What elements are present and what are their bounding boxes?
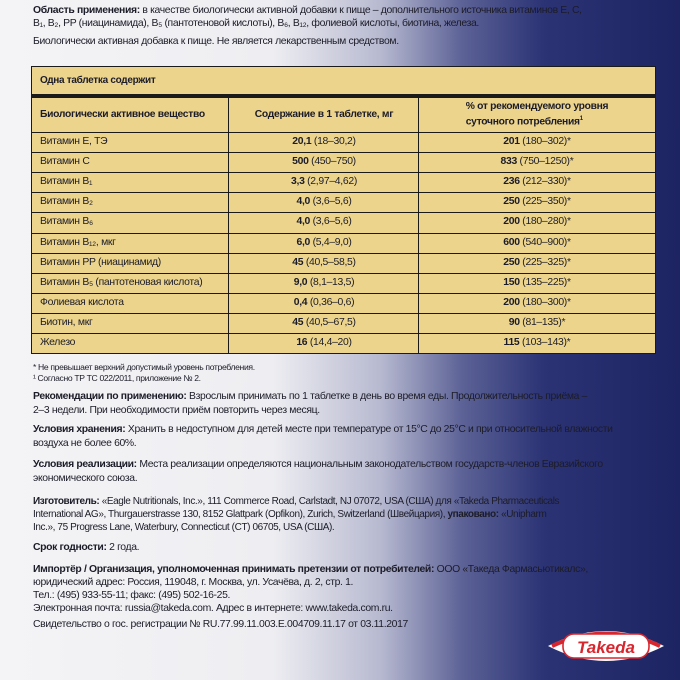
- percent-value: 115: [503, 337, 520, 348]
- substance-name: Биотин, мкг: [40, 316, 93, 328]
- amount-cell: [229, 317, 419, 328]
- percent-cell: [419, 136, 655, 147]
- amount-range: (5,4–9,0): [310, 236, 352, 248]
- packer-name: «Unipharm: [498, 509, 547, 520]
- percent-value: 200: [503, 296, 520, 308]
- amount-range: (2,97–4,62): [304, 176, 357, 188]
- amount-range: (450–750): [308, 156, 356, 168]
- usage-text-1: Взрослым принимать по 1 таблетке в день во время еды. Продолжительность приёма –: [186, 391, 588, 402]
- table-row: [32, 172, 655, 191]
- percent-range: (180–300)*: [519, 296, 571, 308]
- substance-name: Витамин PP (ниацинамид): [40, 256, 161, 268]
- sales-line-1: [33, 458, 603, 471]
- sales-text-1: Места реализации определяются национальным законодательством государств-членов Евразийского: [136, 459, 603, 470]
- percent-range: (212–330)*: [519, 176, 571, 188]
- amount-value: 45: [292, 316, 304, 328]
- importer-contacts: Электронная почта: russia@takeda.com. Адрес в интернете: www.takeda.com.ru.: [33, 603, 393, 614]
- percent-range: (750–1250)*: [516, 156, 574, 168]
- header-footnote-mark: 1: [579, 116, 583, 123]
- table-caption: Одна таблетка содержит: [40, 75, 156, 86]
- packed-label: упаковано:: [447, 509, 499, 520]
- shelf-label: Срок годности:: [33, 542, 107, 553]
- percent-cell: [419, 317, 655, 328]
- percent-cell: [419, 297, 655, 308]
- table-row: [32, 132, 655, 151]
- intro-line-2: B₁, B₂, PP (ниацинамида), B₅ (пантотеновой кислоты), B₆, B₁₂, фолиевой кислоты, биотина, железа.: [33, 18, 479, 29]
- amount-range: (18–30,2): [311, 136, 356, 147]
- percent-value: 250: [503, 196, 520, 208]
- table-row: [32, 273, 655, 292]
- amount-range: (40,5–58,5): [303, 256, 356, 268]
- takeda-logo: [544, 622, 668, 668]
- table-row: [32, 192, 655, 211]
- table-row: [32, 313, 655, 332]
- intro-label: Область применения:: [33, 5, 140, 16]
- amount-cell: [229, 176, 419, 187]
- header-percent-line-2: суточного потребления: [465, 116, 580, 128]
- amount-value: 20,1: [292, 136, 312, 147]
- percent-cell: [419, 176, 655, 187]
- header-percent: [419, 98, 655, 132]
- footnote-star: * Не превышает верхний допустимый уровень потребления.: [33, 362, 255, 372]
- header-amount: Содержание в 1 таблетке, мг: [254, 109, 394, 120]
- substance-name: Витамин B₅ (пантотеновая кислота): [40, 276, 203, 288]
- amount-range: (14,4–20): [307, 337, 352, 348]
- percent-range: (103–143)*: [519, 337, 571, 348]
- shelf-text: 2 года.: [106, 542, 140, 553]
- percent-value: 200: [503, 216, 520, 228]
- importer-label: Импортёр / Организация, уполномоченная принимать претензии от потребителей:: [33, 564, 435, 575]
- percent-range: (180–302)*: [519, 136, 571, 147]
- amount-value: 45: [292, 256, 304, 268]
- substance-name: Витамин С: [40, 156, 90, 168]
- percent-range: (225–350)*: [519, 196, 571, 208]
- amount-cell: [229, 337, 419, 348]
- storage-label: Условия хранения:: [33, 424, 126, 435]
- percent-cell: [419, 196, 655, 207]
- maker-text-2: International AG», Thurgauerstrasse 130, 8152 Glattpark (Opfikon), Zurich, Switzerland (Швейцария),: [33, 509, 448, 520]
- percent-value: 250: [503, 256, 520, 268]
- substance-name: Витамин B₁₂, мкг: [40, 236, 116, 248]
- percent-value: 201: [503, 136, 520, 147]
- percent-value: 236: [503, 176, 520, 188]
- amount-value: 9,0: [293, 276, 308, 288]
- percent-cell: [419, 277, 655, 288]
- storage-line-2: воздуха не более 60%.: [33, 438, 137, 449]
- percent-cell: [419, 237, 655, 248]
- substance-name: Витамин B₆: [40, 216, 93, 228]
- amount-range: (8,1–13,5): [307, 276, 355, 288]
- percent-value: 150: [503, 276, 520, 288]
- nutrition-table: [31, 66, 656, 354]
- amount-cell: [229, 136, 419, 147]
- footnote-one: ¹ Согласно ТР ТС 022/2011, приложение № 2.: [33, 373, 201, 383]
- percent-value: 90: [508, 316, 520, 328]
- amount-value: 16: [296, 337, 308, 348]
- maker-text-1: «Eagle Nutritionals, Inc.», 111 Commerce Road, Carlstadt, NJ 07072, USA (США) для «Takeda Pharmaceuticals: [99, 496, 560, 507]
- sales-label: Условия реализации:: [33, 459, 137, 470]
- amount-cell: [229, 216, 419, 227]
- percent-cell: [419, 216, 655, 227]
- table-row: [32, 253, 655, 272]
- amount-value: 4,0: [296, 196, 311, 208]
- amount-cell: [229, 156, 419, 167]
- usage-line-2: 2–3 недели. При необходимости приём повторить через месяц.: [33, 405, 320, 416]
- amount-value: 0,4: [293, 296, 308, 308]
- maker-label: Изготовитель:: [33, 496, 100, 507]
- table-row: [32, 212, 655, 231]
- amount-value: 500: [292, 156, 309, 168]
- percent-range: (540–900)*: [519, 236, 571, 248]
- intro-line-1: [33, 4, 582, 17]
- substance-name: Витамин B₁: [40, 176, 93, 188]
- logo-text: Takeda: [577, 638, 635, 657]
- amount-range: (0,36–0,6): [307, 296, 355, 308]
- percent-range: (225–325)*: [519, 256, 571, 268]
- amount-range: (40,5–67,5): [303, 316, 356, 328]
- amount-cell: [229, 277, 419, 288]
- percent-range: (180–280)*: [519, 216, 571, 228]
- percent-cell: [419, 337, 655, 348]
- maker-line-1: [33, 495, 559, 508]
- shelf-life: [33, 541, 139, 554]
- header-substance: Биологически активное вещество: [40, 109, 205, 120]
- usage-label: Рекомендации по применению:: [33, 391, 187, 402]
- percent-range: (81–135)*: [519, 316, 566, 328]
- amount-value: 4,0: [296, 216, 311, 228]
- table-row: [32, 152, 655, 171]
- storage-text-1: Хранить в недоступном для детей месте при температуре от 15°С до 25°С и при относительной влажности: [125, 424, 613, 435]
- table-row: [32, 233, 655, 252]
- percent-cell: [419, 156, 655, 167]
- amount-value: 6,0: [296, 236, 311, 248]
- table-row: [32, 333, 655, 352]
- amount-range: (3,6–5,6): [310, 196, 352, 208]
- percent-range: (135–225)*: [519, 276, 571, 288]
- amount-cell: [229, 297, 419, 308]
- percent-value: 600: [503, 236, 520, 248]
- importer-address: юридический адрес: Россия, 119048, г. Москва, ул. Усачёва, д. 2, стр. 1.: [33, 577, 354, 588]
- sales-line-2: экономического союза.: [33, 473, 138, 484]
- registration: Свидетельство о гос. регистрации № RU.77.99.11.003.Е.004709.11.17 от 03.11.2017: [33, 619, 408, 630]
- substance-name: Витамин Е, ТЭ: [40, 136, 108, 147]
- header-percent-line-1: % от рекомендуемого уровня: [465, 101, 609, 113]
- table-row: [32, 293, 655, 312]
- substance-name: Витамин B₂: [40, 196, 93, 208]
- importer-text-1: ООО «Такеда Фармасьютикалс»,: [434, 564, 588, 575]
- amount-range: (3,6–5,6): [310, 216, 352, 228]
- maker-line-3: Inc.», 75 Progress Lane, Waterbury, Connecticut (CT) 06705, USA (США).: [33, 522, 335, 533]
- storage-line-1: [33, 423, 613, 436]
- intro-text-1: в качестве биологически активной добавки к пище – дополнительного источника витаминов Е, С,: [139, 5, 582, 16]
- amount-cell: [229, 257, 419, 268]
- percent-cell: [419, 257, 655, 268]
- substance-name: Железо: [40, 337, 76, 348]
- importer-line-1: [33, 563, 588, 576]
- usage-line-1: [33, 390, 587, 403]
- amount-cell: [229, 196, 419, 207]
- percent-value: 833: [500, 156, 517, 168]
- intro-note: Биологически активная добавка к пище. Не является лекарственным средством.: [33, 36, 399, 47]
- importer-phone: Тел.: (495) 933-55-11; факс: (495) 502-16-25.: [33, 590, 231, 601]
- amount-value: 3,3: [291, 176, 305, 188]
- maker-line-2: [33, 508, 546, 521]
- amount-cell: [229, 237, 419, 248]
- substance-name: Фолиевая кислота: [40, 296, 124, 308]
